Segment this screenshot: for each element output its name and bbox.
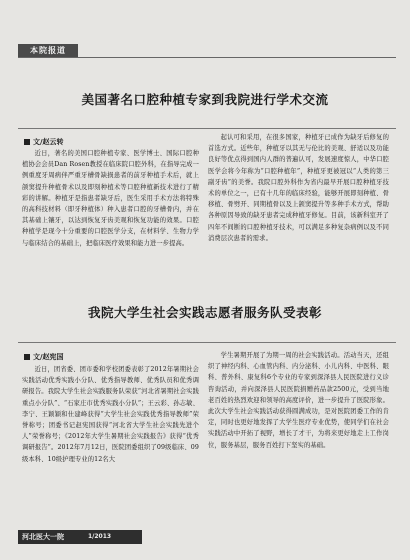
- article-1-text-right: 起认可和采用，在很多国家，种植牙已成作为缺牙后修复的首选方式。近些年，种植牙以其无与伦比的美观、舒适以及功能良好等优点得到国内人群的普遍认可，发展速度惊人，中华口腔医学会将今年称为“口腔种植年”，种植牙更被冠以“人类的第三副牙齿”的美誉。我院口腔外科作为省内最早开展口腔种植牙技术的单位之一，已有十几年的临床经验，能够开展即刻种植、骨移植、骨劈开、同期植骨以及上颌窦提升等多种手术方式，帮助各种原因导致的缺牙患者完成种植牙修复。目前，该新科室开了四年不间断的口腔种植牙技术，可以满足多种复杂病例以及不同消费层次患者的需求。: [208, 134, 389, 242]
- author-marker-icon: [24, 354, 30, 360]
- article-2-text-right: 学生暑期开展了为期一周的社会实践活动。活动当天，还组织了神经内科、心血管内科、内分泌科、小儿内科、中医科、眼科、普外科、康复科6个专业的专家到深泽县人民医院进行义诊咨询活动，并向深泽县人民医院捐赠药品款2500元，受到当地老百姓的热烈欢迎和领导的高度评价，进一步提升了医院形象。此次大学生社会实践活动获得圆满成功，是对医院团委工作的肯定，同时也更好地发挥了大学生医疗专业优势，使同学们在社会实践活动中开拓了视野，增长了才干，为将来更好地走上工作岗位，服务基层，服务百姓打下坚实的基础。: [208, 352, 389, 449]
- title-rule-2: [18, 342, 396, 343]
- article-author-1: [24, 137, 64, 147]
- author-2-text: 文/赵宪国: [33, 353, 64, 361]
- journal-name: 河北医大一院: [22, 533, 64, 541]
- article-2-text-left: 近日，团省委、团市委和学校团委表彰了2012年暑期社会实践活动优秀实践小分队、优秀指导教师、优秀队员和优秀调研报告。我院大学生社会实践服务队荣获“河北省暑期社会实践重点小分队”、“石家庄市优秀实践小分队”；王云彩、孙志敏、李宁、王颖颖和仕建峰获得“大学生社会实践优秀指导教师”荣誉称号；团委书记赵宪国获得“河北省大学生社会实践先进个人”荣誉称号；《2012年大学生暑期社会实践报告》获得“优秀调研报告”。2012年7月12日，医院团委组织了09级临床、09级本科、10级护理专业的12名大: [22, 366, 199, 463]
- author-1-text: 文/赵云转: [33, 138, 64, 146]
- article-1-column-left: [22, 148, 199, 249]
- article-title-2: 我院大学生社会实践志愿者服务队受表彰: [87, 305, 322, 320]
- section-divider: [18, 57, 396, 58]
- article-author-2: [24, 352, 64, 362]
- article-2-column-left: [22, 364, 199, 465]
- article-1-column-right: [208, 132, 389, 244]
- title-rule-1: [18, 128, 396, 129]
- issue-number: 1/2013: [88, 533, 112, 540]
- author-marker-icon: [24, 139, 30, 145]
- page-footer: [18, 530, 142, 544]
- article-2-column-right: [208, 350, 389, 451]
- article-title-1: 美国著名口腔种植专家到我院进行学术交流: [81, 92, 329, 107]
- article-1-text-left: 近日，著名的美国口腔种植专家、医学博士、国际口腔种植协会会员Dan Rosen教授在临床院口腔外科，在指导完成一例重度牙周病伴严重牙槽骨缺损患者的前牙种植手术后，就上颌窦提升种植骨术以及即刻种植术等口腔种植新技术进行了精彩的讲解。种植牙是指患者缺牙后，医生采用手术方法将特殊的高科技材料（即牙种植体）种入患者口腔的牙槽骨内，并在其基础上镶牙，以达到恢复牙齿美观和恢复功能的效果。口腔种植学是现今十分重要的口腔医学分支，在材料学、生物力学与临床结合的基础上，把临床医疗效果和能力进一步提高。: [22, 150, 199, 247]
- section-label: 本院报道: [18, 44, 78, 58]
